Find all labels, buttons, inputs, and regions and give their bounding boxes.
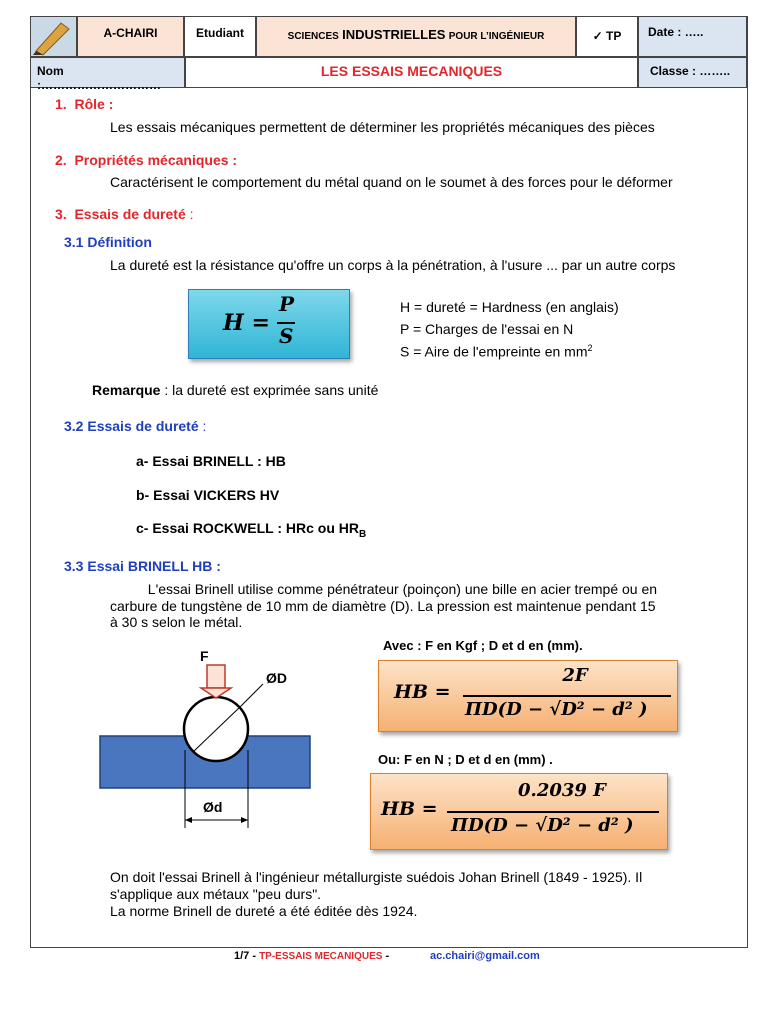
test-rockwell-text: c- Essai ROCKWELL : HRc ou HR (136, 520, 359, 536)
title-cell (185, 57, 638, 88)
brinell-para-3: à 30 s selon le métal. (110, 614, 243, 630)
nom-field: Nom :………………………… (37, 64, 161, 92)
test-rockwell-sub: B (359, 528, 367, 540)
units-newton: Ou: F en N ; D et d en (mm) . (378, 752, 553, 767)
section-2-title: Propriétés mécaniques : (74, 152, 238, 168)
brinell-para-1: L'essai Brinell utilise comme pénétrateur (poinçon) une bille en acier trempé ou en (140, 581, 658, 597)
test-brinell: a- Essai BRINELL : HB (136, 453, 286, 469)
section-1-heading (55, 96, 113, 112)
brinell-formula-newton-box (370, 773, 668, 850)
diagram-label-f: F (200, 648, 209, 664)
pen-logo-icon (31, 17, 76, 56)
def-p: P = Charges de l'essai en N (400, 321, 574, 337)
section-31-title: 3.1 Définition (64, 234, 152, 250)
hardness-formula-box (188, 289, 350, 359)
section-2-number: 2. (55, 152, 67, 168)
author-name: A-CHAIRI (103, 26, 158, 40)
history-line-3: La norme Brinell de dureté a été éditée dès 1924. (110, 903, 418, 919)
section-3-title: Essais de dureté (74, 206, 186, 222)
footer-email[interactable]: ac.chairi@gmail.com (430, 950, 540, 962)
def-h: H = dureté = Hardness (en anglais) (400, 299, 619, 315)
section-2-text: Caractérisent le comportement du métal quand on le soumet à des forces pour le déformer (110, 174, 673, 190)
section-33-title: 3.3 Essai BRINELL HB : (64, 558, 221, 574)
section-32-title-text: 3.2 Essais de dureté (64, 418, 199, 434)
diameter-leader (241, 684, 263, 706)
section-1-text: Les essais mécaniques permettent de déterminer les propriétés mécaniques des pièces (110, 119, 655, 135)
remark (92, 382, 378, 398)
check-icon: ✓ (592, 29, 603, 43)
force-arrow-shaft (207, 665, 225, 688)
section-3-heading (55, 206, 194, 222)
date-field: Date : ….. (648, 25, 704, 39)
force-arrow-head-icon (201, 688, 231, 698)
subject-main: INDUSTRIELLES (342, 27, 446, 42)
footer-sep-2: - (382, 950, 390, 962)
f1-den: ΠD(D − √D² − d² ) (465, 699, 648, 720)
f2-den: ΠD(D − √D² − d² ) (451, 815, 634, 836)
page-number: 1/7 (234, 950, 250, 962)
section-2-heading (55, 152, 237, 168)
subject-post: POUR L’INGÉNIEUR (448, 31, 545, 42)
nom-cell (30, 57, 185, 92)
brinell-para-2: carbure de tungstène de 10 mm de diamètre (D). La pression est maintenue pendant 15 (110, 598, 656, 614)
brinell-formula-kgf-box (378, 660, 678, 732)
footer (234, 950, 389, 962)
tp-label: TP (606, 29, 622, 43)
section-1-title: Rôle : (74, 96, 114, 112)
diagram-label-d: Ød (203, 799, 223, 815)
section-32-title (64, 418, 206, 434)
f2-num: 0.2039 F (518, 780, 606, 801)
section-32-colon: : (198, 418, 207, 434)
date-cell (638, 16, 747, 57)
units-kgf: Avec : F en Kgf ; D et d en (mm). (383, 638, 583, 653)
section-3-number: 3. (55, 206, 67, 222)
remark-label: Remarque (92, 382, 161, 398)
formula-lhs: H = (223, 310, 270, 336)
def-s-sup: 2 (587, 343, 593, 353)
history-line-1: On doit l'essai Brinell à l'ingénieur métallurgiste suédois Johan Brinell (1849 - 1925). Il (110, 869, 643, 885)
subject-pre: SCIENCES (287, 31, 339, 42)
remark-text: : la dureté est exprimée sans unité (160, 382, 379, 398)
page-title: LES ESSAIS MECANIQUES (320, 63, 503, 79)
test-rockwell (136, 520, 366, 540)
footer-sep-1: - (249, 950, 260, 962)
arrowhead-right-icon (241, 817, 248, 823)
history-line-2: s'applique aux métaux "peu durs". (110, 886, 322, 902)
section-3-colon: : (185, 206, 194, 222)
classe-cell (638, 57, 747, 88)
section-1-number: 1. (55, 96, 67, 112)
formula-denominator: S (279, 324, 294, 348)
section-31-text: La dureté est la résistance qu'offre un corps à la pénétration, à l'usure ... par un autre corps (110, 257, 676, 273)
f1-fraction-bar (463, 695, 671, 697)
tp-cell (576, 16, 638, 57)
def-s (400, 343, 593, 360)
classe-field: Classe : …….. (650, 64, 731, 78)
role-cell (184, 16, 256, 57)
role-label: Etudiant (196, 26, 244, 40)
author-cell (77, 16, 184, 57)
def-s-text: S = Aire de l'empreinte en mm (400, 343, 588, 360)
diagram-label-D: ØD (266, 670, 287, 686)
test-vickers: b- Essai VICKERS HV (136, 487, 280, 503)
header-logo-cell (30, 16, 77, 57)
f1-num: 2F (562, 665, 588, 686)
subject-cell (256, 16, 576, 57)
f1-lhs: HB = (394, 681, 451, 703)
formula-numerator: P (279, 292, 295, 316)
f2-lhs: HB = (381, 798, 438, 820)
arrowhead-left-icon (185, 817, 192, 823)
f2-fraction-bar (447, 811, 659, 813)
footer-title: TP-ESSAIS MECANIQUES (259, 951, 383, 962)
